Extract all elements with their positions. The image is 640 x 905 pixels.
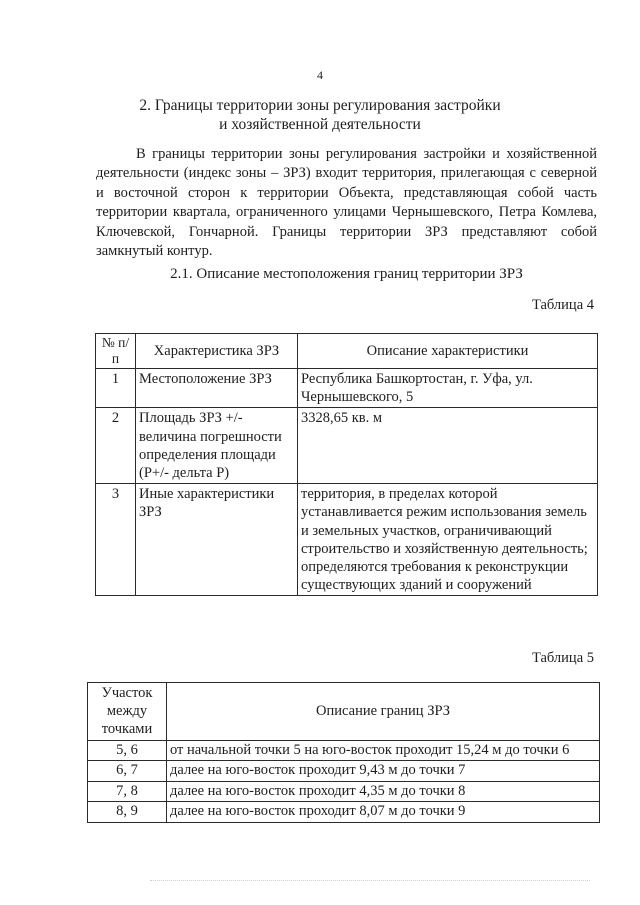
table-row [88, 761, 600, 782]
header-section: Участок между точками [88, 683, 167, 741]
header-boundary-description: Описание границ ЗРЗ [167, 683, 600, 741]
row-boundary-description: от начальной точки 5 на юго-восток проходит 15,24 м до точки 6 [167, 740, 600, 761]
row-section: 5, 6 [88, 740, 167, 761]
table-row [88, 802, 600, 823]
row-description: территория, в пределах которой устанавливается режим использования земель и земельных участков, ограничивающий строительство и хозяйственную деятельность; определяются требования к реконструкции существующих зданий и сооружений [298, 484, 598, 596]
header-description: Описание характеристики [298, 334, 598, 369]
table-row [96, 408, 598, 484]
table-4 [95, 333, 598, 596]
table-row [88, 740, 600, 761]
row-boundary-description: далее на юго-восток проходит 9,43 м до точки 7 [167, 761, 600, 782]
row-section: 7, 8 [88, 781, 167, 802]
body-paragraph: В границы территории зоны регулирования застройки и хозяйственной деятельности (индекс зоны – ЗРЗ) входит территория, прилегающая с северной и восточной сторон к территории Объекта, представляющая собой часть территории квартала, ограниченного улицами Чернышевского, Петра Комлева, Ключевской, Гончарной. Границы территории ЗРЗ представляют собой замкнутый контур. [96, 146, 597, 260]
row-boundary-description: далее на юго-восток проходит 4,35 м до точки 8 [167, 781, 600, 802]
row-characteristic: Площадь ЗРЗ +/- величина погрешности определения площади (Р+/- дельта Р) [136, 408, 298, 484]
section-title [90, 96, 550, 134]
row-num: 1 [96, 369, 136, 408]
row-boundary-description: далее на юго-восток проходит 8,07 м до точки 9 [167, 802, 600, 823]
row-num: 3 [96, 484, 136, 596]
table5-caption: Таблица 5 [531, 650, 594, 666]
subsection-title: 2.1. Описание местоположения границ территории ЗРЗ [170, 266, 523, 282]
row-description: Республика Башкортостан, г. Уфа, ул. Чернышевского, 5 [298, 369, 598, 408]
row-description: 3328,65 кв. м [298, 408, 598, 484]
table-row [96, 369, 598, 408]
page-number: 4 [317, 68, 323, 82]
table4-caption: Таблица 4 [531, 297, 594, 313]
header-num: № п/п [96, 334, 136, 369]
row-characteristic: Местоположение ЗРЗ [136, 369, 298, 408]
row-section: 8, 9 [88, 802, 167, 823]
table-row [96, 484, 598, 596]
row-section: 6, 7 [88, 761, 167, 782]
row-characteristic: Иные характеристики ЗРЗ [136, 484, 298, 596]
section-title-line-1: 2. Границы территории зоны регулирования застройки [139, 97, 501, 114]
scan-artifact-line [150, 880, 590, 881]
row-num: 2 [96, 408, 136, 484]
table-header-row [88, 683, 600, 741]
header-characteristic: Характеристика ЗРЗ [136, 334, 298, 369]
table-5 [87, 682, 600, 823]
table-header-row [96, 334, 598, 369]
section-title-line-2: и хозяйственной деятельности [219, 116, 421, 133]
table-row [88, 781, 600, 802]
